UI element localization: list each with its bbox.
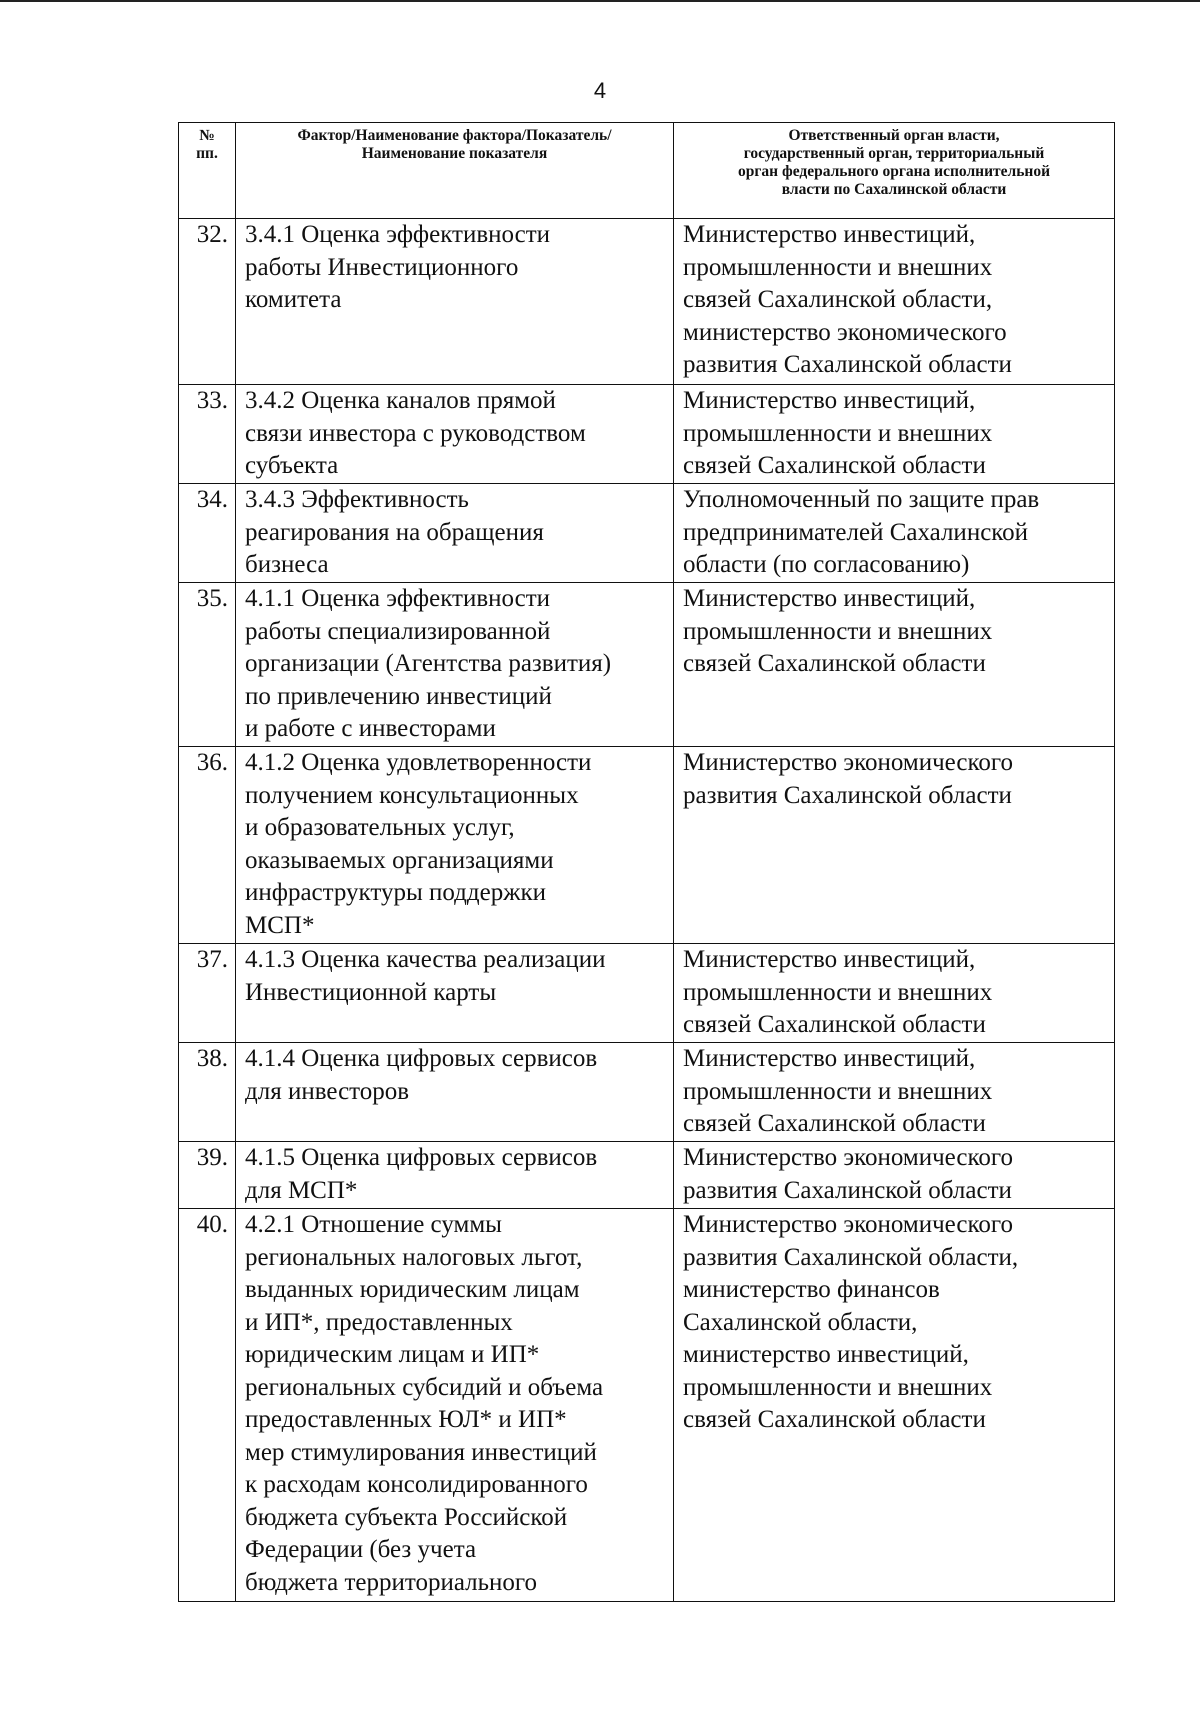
- row-authority: Министерство экономического развития Сахалинской области: [674, 747, 1115, 944]
- header-authority: Ответственный орган власти, государственный орган, территориальный орган федерального органа исполнительной власти по Сахалинской области: [674, 123, 1115, 219]
- table-row: [179, 484, 1115, 583]
- row-factor: 4.1.4 Оценка цифровых сервисов для инвесторов: [236, 1043, 674, 1142]
- header-factor: Фактор/Наименование фактора/Показатель/ Наименование показателя: [236, 123, 674, 219]
- row-authority: Министерство экономического развития Сахалинской области: [674, 1142, 1115, 1209]
- row-factor: 4.2.1 Отношение суммы региональных налоговых льгот, выданных юридическим лицам и ИП*, предоставленных юридическим лицам и ИП* региональных субсидий и объема предоставленных ЮЛ* и ИП* мер стимулирования инвестиций к расходам консолидированного бюджета субъекта Российской Федерации (без учета бюджета территориального: [236, 1209, 674, 1602]
- table-row: [179, 1043, 1115, 1142]
- row-number: 39.: [179, 1142, 236, 1209]
- row-number: 32.: [179, 219, 236, 385]
- page-number: 4: [593, 78, 607, 103]
- row-number: 36.: [179, 747, 236, 944]
- row-factor: 3.4.3 Эффективность реагирования на обращения бизнеса: [236, 484, 674, 583]
- header-number: № пп.: [179, 123, 236, 219]
- row-authority: Министерство инвестиций, промышленности и внешних связей Сахалинской области: [674, 944, 1115, 1043]
- table-row: [179, 747, 1115, 944]
- table-row: [179, 385, 1115, 484]
- row-number: 40.: [179, 1209, 236, 1602]
- table-row: [179, 219, 1115, 385]
- row-authority: Министерство инвестиций, промышленности и внешних связей Сахалинской области: [674, 385, 1115, 484]
- row-authority: Уполномоченный по защите прав предпринимателей Сахалинской области (по согласованию): [674, 484, 1115, 583]
- row-factor: 4.1.5 Оценка цифровых сервисов для МСП*: [236, 1142, 674, 1209]
- table-row: [179, 1142, 1115, 1209]
- row-number: 34.: [179, 484, 236, 583]
- table-header-row: [179, 123, 1115, 219]
- scan-top-edge-line: [0, 0, 1200, 2]
- row-authority: Министерство инвестиций, промышленности и внешних связей Сахалинской области, министерство экономического развития Сахалинской области: [674, 219, 1115, 385]
- table-row: [179, 944, 1115, 1043]
- row-factor: 4.1.1 Оценка эффективности работы специализированной организации (Агентства развития) по привлечению инвестиций и работе с инвесторами: [236, 583, 674, 747]
- row-factor: 4.1.3 Оценка качества реализации Инвестиционной карты: [236, 944, 674, 1043]
- row-number: 37.: [179, 944, 236, 1043]
- row-authority: Министерство инвестиций, промышленности и внешних связей Сахалинской области: [674, 583, 1115, 747]
- row-authority: Министерство экономического развития Сахалинской области, министерство финансов Сахалинской области, министерство инвестиций, промышленности и внешних связей Сахалинской области: [674, 1209, 1115, 1602]
- row-number: 38.: [179, 1043, 236, 1142]
- row-number: 35.: [179, 583, 236, 747]
- row-factor: 3.4.2 Оценка каналов прямой связи инвестора с руководством субъекта: [236, 385, 674, 484]
- row-factor: 3.4.1 Оценка эффективности работы Инвестиционного комитета: [236, 219, 674, 385]
- factors-table: [178, 122, 1115, 1602]
- row-factor: 4.1.2 Оценка удовлетворенности получением консультационных и образовательных услуг, оказываемых организациями инфраструктуры поддержки МСП*: [236, 747, 674, 944]
- table-row: [179, 1209, 1115, 1602]
- row-number: 33.: [179, 385, 236, 484]
- row-authority: Министерство инвестиций, промышленности и внешних связей Сахалинской области: [674, 1043, 1115, 1142]
- table-row: [179, 583, 1115, 747]
